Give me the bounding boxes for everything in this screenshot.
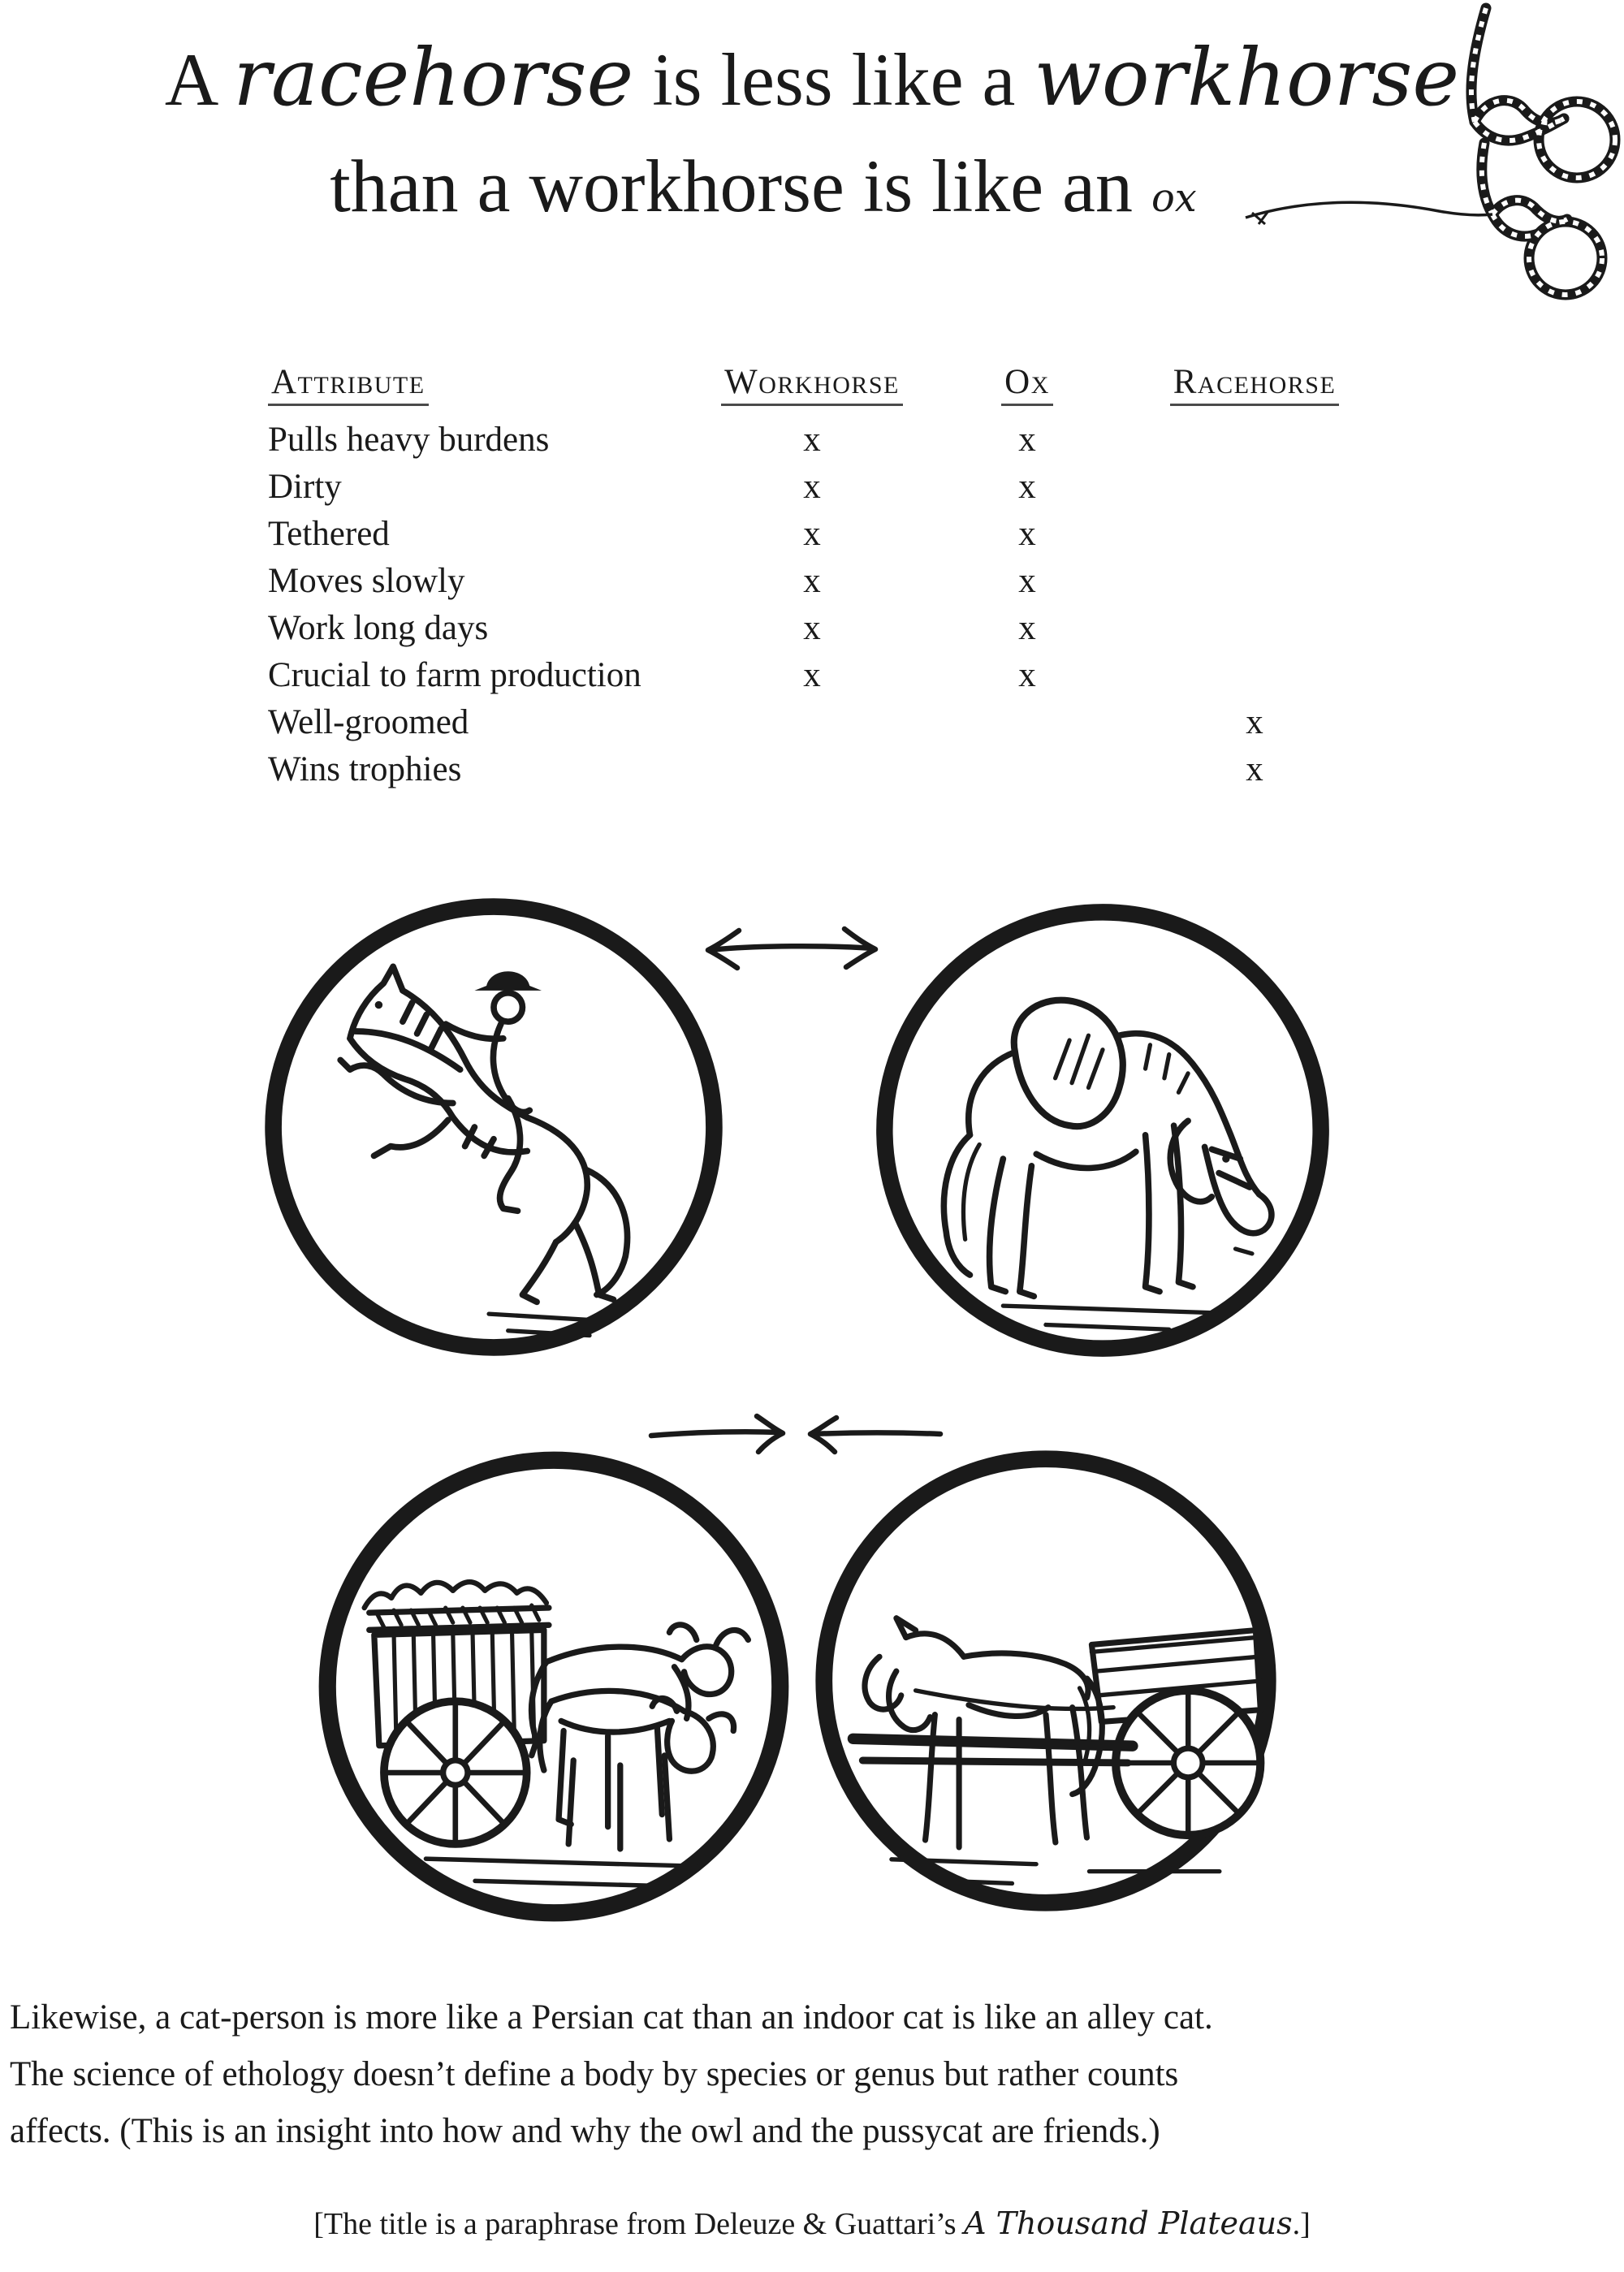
racehorse-mark <box>1104 511 1405 558</box>
attribute-label: Well-groomed <box>268 703 469 741</box>
racehorse-with-rider-illustration <box>254 888 733 1367</box>
racehorse-mark <box>1104 464 1405 511</box>
table-row <box>268 699 1405 746</box>
attribute-label: Wins trophies <box>268 750 462 788</box>
workhorse-mark: x <box>803 421 821 459</box>
oxen-hay-cart-illustration <box>308 1441 800 1933</box>
title-text: than a workhorse is like an <box>330 145 1151 228</box>
table-row <box>268 558 1405 605</box>
footnote-text: [The title is a paraphrase from Deleuze & Guattari’s <box>313 2207 965 2241</box>
ox-mark: x <box>1018 421 1036 459</box>
ox-mark <box>950 699 1104 746</box>
col-header-label: Workhorse <box>721 363 903 406</box>
col-header-label: Ox <box>1001 363 1053 406</box>
racehorse-mark <box>1104 652 1405 699</box>
attribute-label: Moves slowly <box>268 562 465 600</box>
racehorse-mark: x <box>1246 750 1263 788</box>
workhorse-mark: x <box>803 656 821 694</box>
title-text: A <box>164 38 234 121</box>
footnote-book-title: A Thousand Plateaus <box>964 2205 1293 2241</box>
workhorse-mark: x <box>803 468 821 506</box>
table-row <box>268 652 1405 699</box>
ox-mark: x <box>1018 609 1036 647</box>
col-header-racehorse <box>1104 362 1405 402</box>
table-header-row <box>268 362 1405 402</box>
knotted-rope-icon <box>1241 0 1622 351</box>
ox-mark: x <box>1018 562 1036 600</box>
title-script-ox: ox <box>1151 176 1197 222</box>
paragraph-line: The science of ethology doesn’t define a body by species or genus but rather counts <box>10 2055 1179 2093</box>
col-header-attribute <box>268 362 674 402</box>
col-header-label: Racehorse <box>1170 363 1340 406</box>
table-row <box>268 605 1405 652</box>
attribute-label: Work long days <box>268 609 489 647</box>
workhorse-mark <box>674 699 950 746</box>
paragraph-line: Likewise, a cat-person is more like a Persian cat than an indoor cat is like an alley cat. <box>10 1998 1213 2037</box>
title-script-workhorse: workhorse <box>1034 31 1460 123</box>
paragraph-line: affects. (This is an insight into how and why the owl and the pussycat are friends.) <box>10 2112 1160 2150</box>
body-paragraph <box>10 1989 1622 2160</box>
footnote-text: .] <box>1292 2207 1311 2241</box>
workhorse-mark: x <box>803 515 821 553</box>
col-header-workhorse <box>674 362 950 402</box>
attribute-table <box>268 362 1405 793</box>
ox-mark: x <box>1018 515 1036 553</box>
ox-mark <box>950 746 1104 793</box>
table-row <box>268 464 1405 511</box>
attribute-label: Crucial to farm production <box>268 656 641 694</box>
racehorse-mark <box>1104 605 1405 652</box>
racehorse-mark <box>1104 417 1405 464</box>
workhorse-mark <box>674 746 950 793</box>
ox-mark: x <box>1018 468 1036 506</box>
racehorse-mark: x <box>1246 703 1263 741</box>
attribute-label: Tethered <box>268 515 390 553</box>
horse-cart-illustration <box>805 1440 1287 1922</box>
table-row <box>268 417 1405 464</box>
col-header-ox <box>950 362 1104 402</box>
attribute-label: Pulls heavy burdens <box>268 421 550 459</box>
workhorse-mark: x <box>803 609 821 647</box>
racehorse-mark <box>1104 558 1405 605</box>
ox-mark: x <box>1018 656 1036 694</box>
table-row <box>268 746 1405 793</box>
workhorse-mark: x <box>803 562 821 600</box>
workhorse-illustration <box>866 893 1340 1367</box>
title-script-racehorse: racehorse <box>233 31 634 123</box>
attribute-label: Dirty <box>268 468 342 506</box>
table-row <box>268 511 1405 558</box>
col-header-label: Attribute <box>268 363 429 406</box>
footnote <box>0 2205 1624 2242</box>
title-text: is less like a <box>633 38 1034 121</box>
